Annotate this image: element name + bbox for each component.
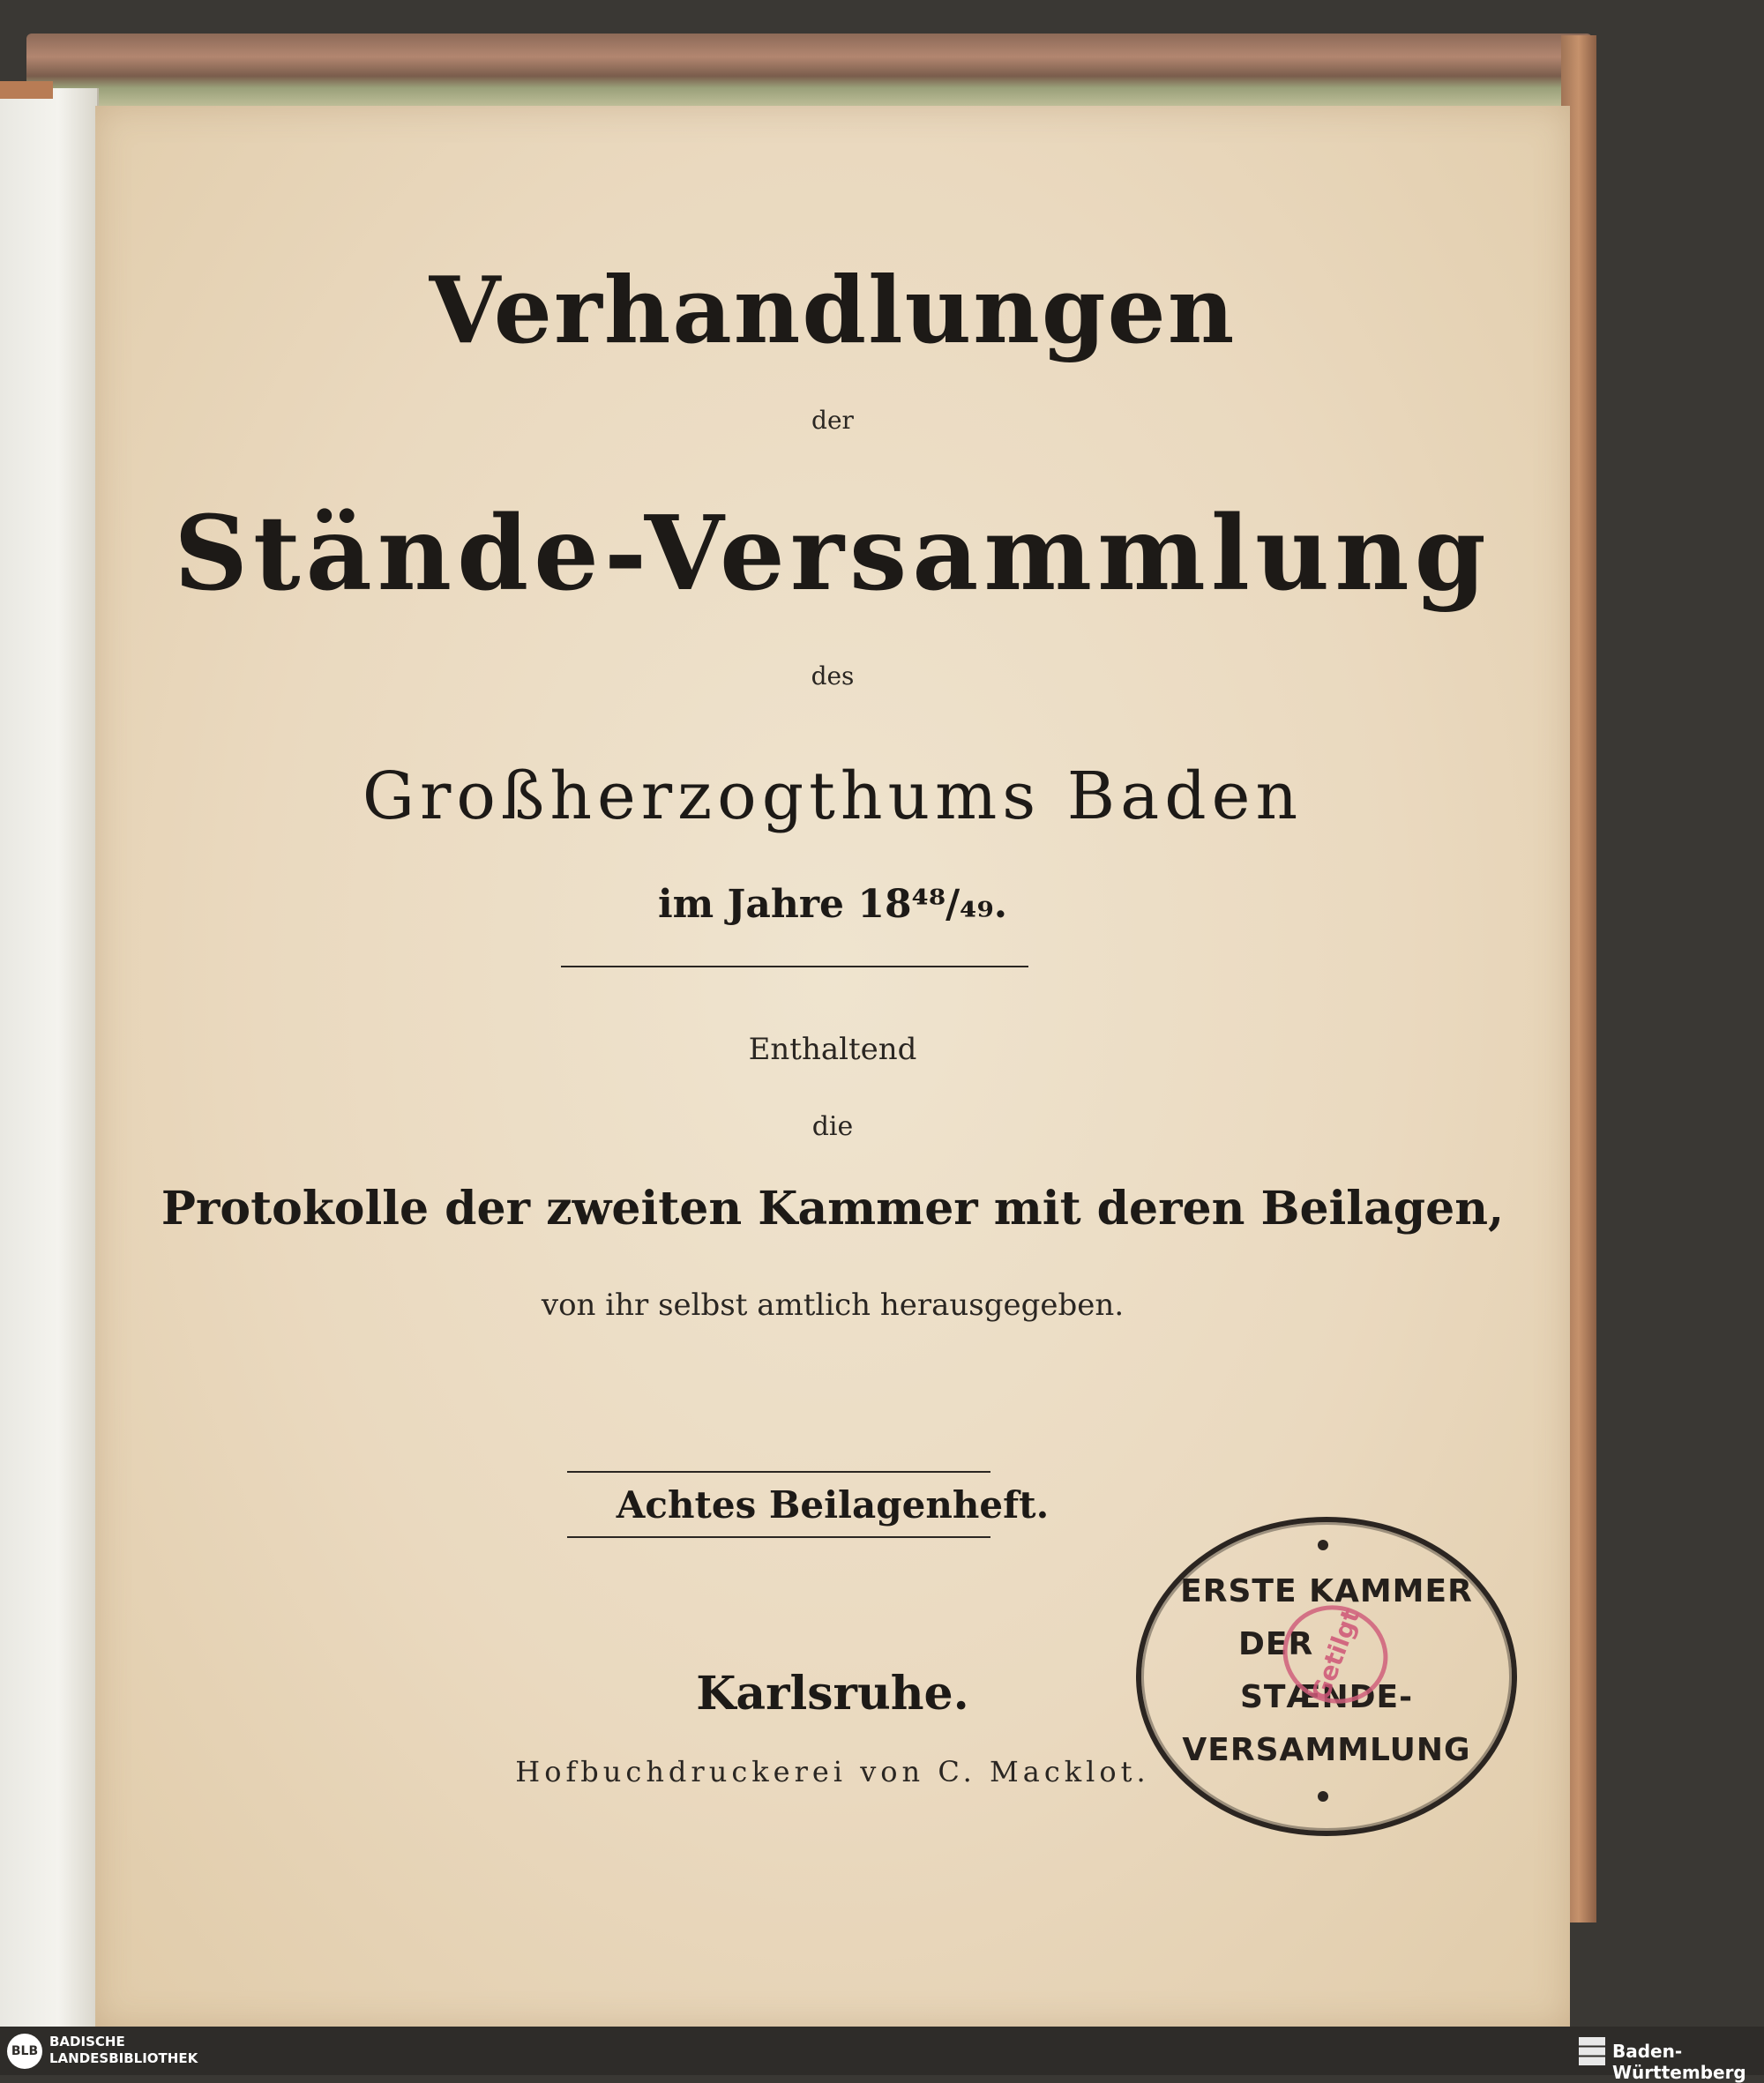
document-title: Verhandlungen xyxy=(429,256,1237,364)
stamp-dot-bottom xyxy=(1318,1791,1328,1802)
left-leaf xyxy=(0,88,99,2028)
stamp-dot-top xyxy=(1318,1540,1328,1550)
volume-rule-top xyxy=(567,1471,990,1473)
blb-line-1: BADISCHE xyxy=(49,2034,125,2049)
red-cancel-stamp: Getilgt xyxy=(1269,1591,1401,1718)
stamp-line-2: DER xyxy=(1238,1626,1314,1662)
place-of-publication: Karlsruhe. xyxy=(696,1667,969,1721)
stamp-line-4: VERSAMMLUNG xyxy=(1182,1732,1471,1768)
footer-bar xyxy=(0,2027,1764,2083)
year-line: im Jahre 18⁴⁸/₄₉. xyxy=(657,882,1008,927)
library-stamp xyxy=(1136,1517,1517,1836)
assembly-title: Stände-Versammlung xyxy=(174,494,1491,614)
containing-label: Enthaltend xyxy=(748,1032,917,1067)
book-top-edge xyxy=(26,34,1592,111)
volume-rule-bottom xyxy=(567,1536,990,1538)
divider-rule xyxy=(561,966,1028,967)
connector-der: der xyxy=(811,406,854,435)
editor-note: von ihr selbst amtlich herausgegeben. xyxy=(541,1288,1125,1323)
stamp-line-1: ERSTE KAMMER xyxy=(1180,1573,1473,1609)
title-page xyxy=(95,106,1570,2028)
blb-line-2: LANDESBIBLIOTHEK xyxy=(49,2050,198,2066)
printer-line: Hofbuchdruckerei von C. Macklot. xyxy=(515,1755,1150,1788)
blb-name[interactable] xyxy=(49,2034,198,2067)
bw-coat-of-arms-icon[interactable] xyxy=(1579,2037,1605,2065)
stamp-line-3: STÆNDE- xyxy=(1239,1679,1414,1715)
state-title: Großherzogthums Baden xyxy=(362,758,1304,834)
connector-des: des xyxy=(811,661,855,691)
volume-label: Achtes Beilagenheft. xyxy=(616,1483,1050,1527)
bw-name[interactable]: Baden-Württemberg xyxy=(1612,2041,1746,2083)
contents-line: Protokolle der zweiten Kammer mit deren Beilagen, xyxy=(161,1182,1505,1236)
left-spine xyxy=(0,81,53,99)
article-die: die xyxy=(811,1111,854,1142)
blb-circle-icon[interactable]: BLB xyxy=(7,2034,42,2069)
